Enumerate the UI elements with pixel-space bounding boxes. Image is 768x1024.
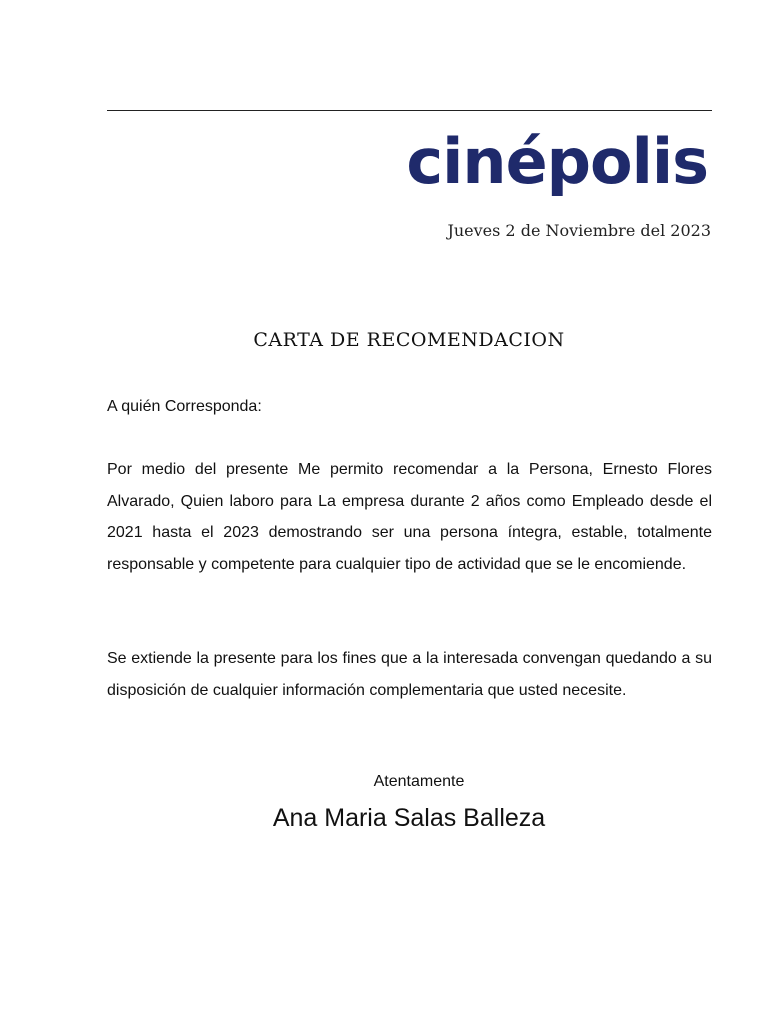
header-divider bbox=[107, 110, 712, 111]
letter-title: CARTA DE RECOMENDACION bbox=[253, 329, 565, 351]
closing: Atentamente bbox=[373, 773, 465, 790]
cinepolis-logo: cinépolis bbox=[406, 125, 708, 198]
signer-name: Ana Maria Salas Balleza bbox=[272, 804, 546, 832]
letter-date: Jueves 2 de Noviembre del 2023 bbox=[447, 221, 711, 240]
body-paragraph-2: Se extiende la presente para los fines que a la interesada convengan quedando a su disposición de cualquier información complementaria que usted necesite. bbox=[107, 650, 712, 699]
greeting: A quién Corresponda: bbox=[107, 398, 262, 415]
body-paragraph-1: Por medio del presente Me permito recomendar a la Persona, Ernesto Flores Alvarado, Quien laboro para La empresa durante 2 años como Empleado desde el 2021 hasta el 2023 demostrando ser una persona íntegra, estable, totalmente responsable y competente para cualquier tipo de actividad que se le encomiende. bbox=[107, 461, 712, 574]
